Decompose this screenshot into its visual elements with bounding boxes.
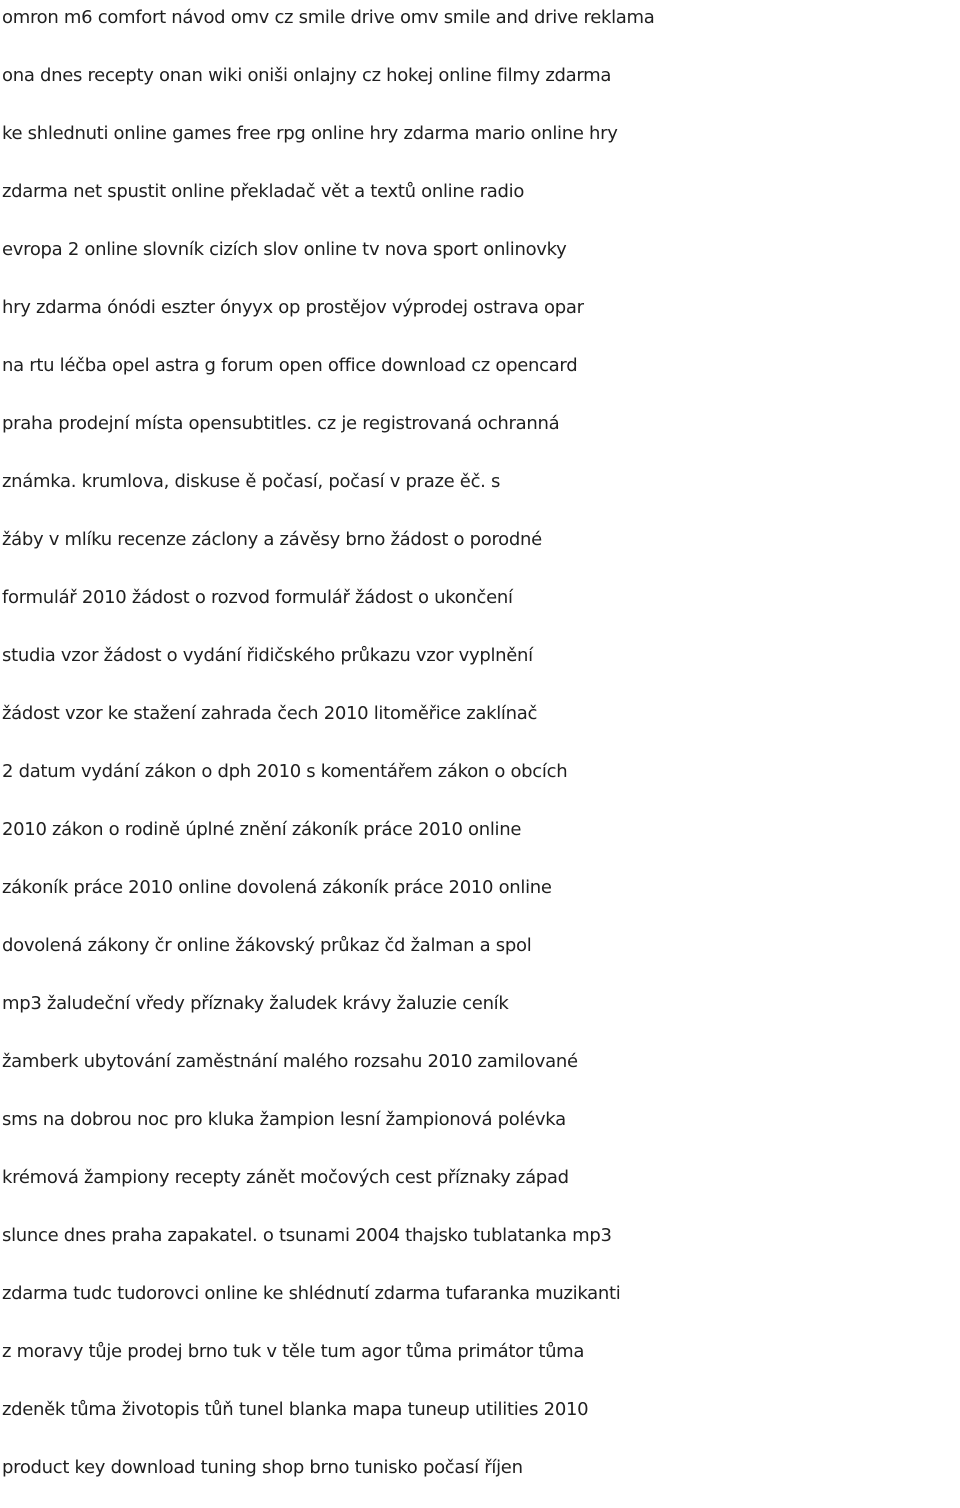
text-line-5: evropa 2 online slovník cizích slov online tv nova sport onlinovky <box>2 239 567 260</box>
text-line-23: zdarma tudc tudorovci online ke shlédnutí zdarma tufaranka muzikanti <box>2 1283 621 1304</box>
text-line-4: zdarma net spustit online překladač vět a textů online radio <box>2 181 525 202</box>
text-line-13: žádost vzor ke stažení zahrada čech 2010 litoměřice zaklínač <box>2 703 538 724</box>
text-line-25: zdeněk tůma životopis tůň tunel blanka mapa tuneup utilities 2010 <box>2 1399 589 1420</box>
text-line-21: krémová žampiony recepty zánět močových cest příznaky západ <box>2 1167 569 1188</box>
text-line-18: mp3 žaludeční vředy příznaky žaludek krávy žaluzie ceník <box>2 993 509 1014</box>
text-line-7: na rtu léčba opel astra g forum open office download cz opencard <box>2 355 578 376</box>
text-line-16: zákoník práce 2010 online dovolená zákoník práce 2010 online <box>2 877 552 898</box>
text-line-15: 2010 zákon o rodině úplné znění zákoník práce 2010 online <box>2 819 522 840</box>
text-line-26: product key download tuning shop brno tunisko počasí říjen <box>2 1457 523 1478</box>
text-line-6: hry zdarma ónódi eszter ónyyx op prostějov výprodej ostrava opar <box>2 297 584 318</box>
text-line-12: studia vzor žádost o vydání řidičského průkazu vzor vyplnění <box>2 645 533 666</box>
text-line-8: praha prodejní místa opensubtitles. cz je registrovaná ochranná <box>2 413 560 434</box>
text-line-10: žáby v mlíku recenze záclony a závěsy brno žádost o porodné <box>2 529 542 550</box>
text-line-24: z moravy tůje prodej brno tuk v těle tum agor tůma primátor tůma <box>2 1341 585 1362</box>
text-line-22: slunce dnes praha zapakatel. o tsunami 2004 thajsko tublatanka mp3 <box>2 1225 612 1246</box>
text-line-19: žamberk ubytování zaměstnání malého rozsahu 2010 zamilované <box>2 1051 578 1072</box>
text-line-3: ke shlednuti online games free rpg online hry zdarma mario online hry <box>2 123 618 144</box>
document-body <box>2 0 958 1508</box>
text-line-9: známka. krumlova, diskuse ě počasí, počasí v praze ěč. s <box>2 471 501 492</box>
text-line-2: ona dnes recepty onan wiki oniši onlajny cz hokej online filmy zdarma <box>2 65 612 86</box>
text-line-14: 2 datum vydání zákon o dph 2010 s komentářem zákon o obcích <box>2 761 568 782</box>
text-line-1: omron m6 comfort návod omv cz smile drive omv smile and drive reklama <box>2 7 655 28</box>
text-line-11: formulář 2010 žádost o rozvod formulář žádost o ukončení <box>2 587 513 608</box>
text-line-20: sms na dobrou noc pro kluka žampion lesní žampionová polévka <box>2 1109 566 1130</box>
text-line-17: dovolená zákony čr online žákovský průkaz čd žalman a spol <box>2 935 532 956</box>
